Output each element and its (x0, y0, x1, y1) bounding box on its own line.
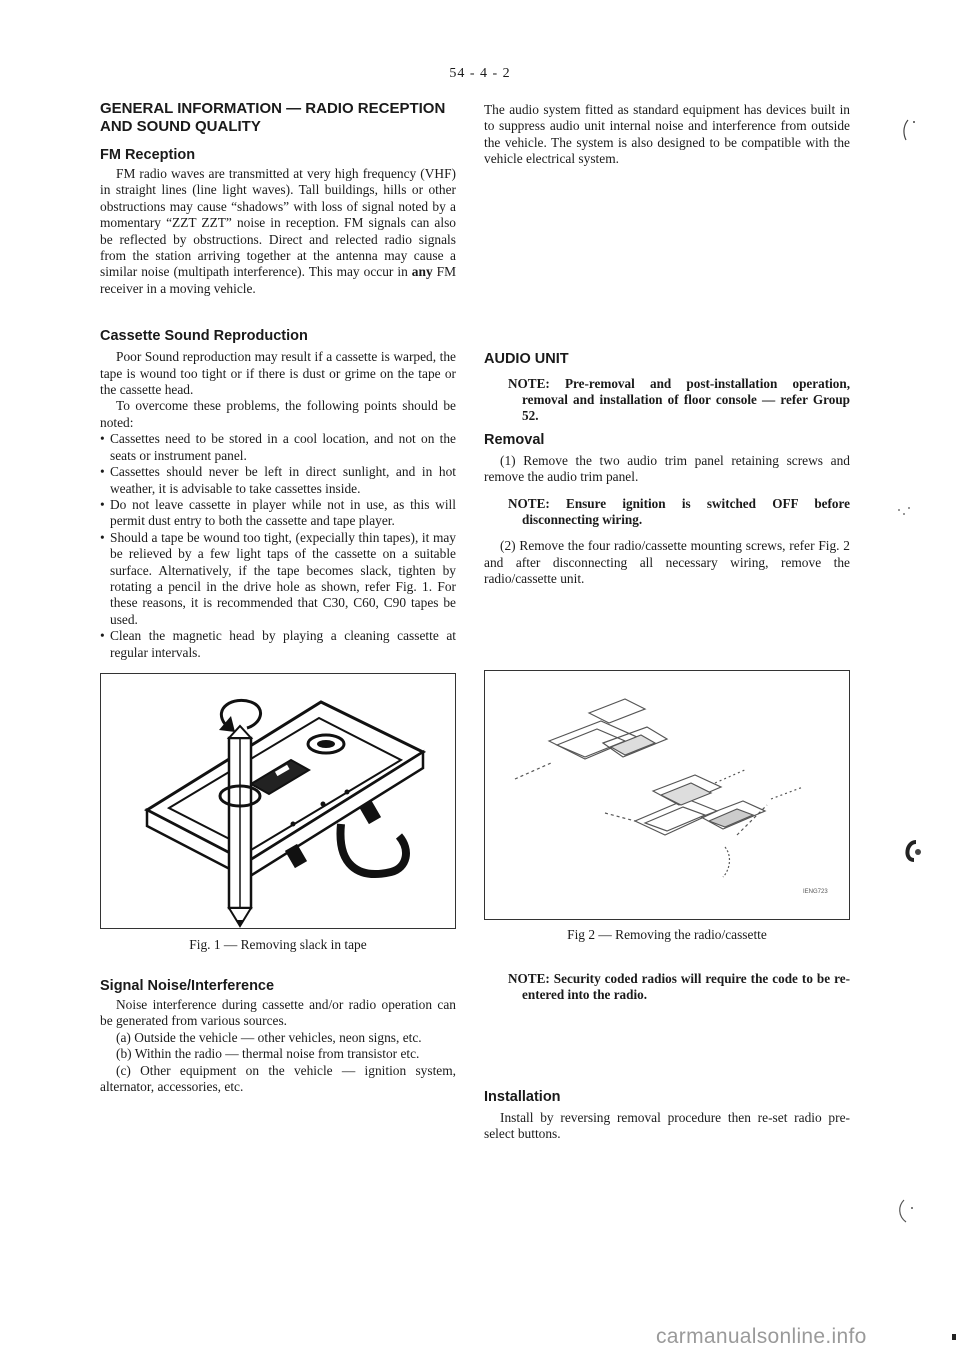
right-column (484, 100, 850, 1142)
fm-text-part1: FM radio waves are transmitted at very high frequency (VHF) in straight lines (line light waves). Tall buildings, hills or other obstructions may cause “shadows” with loss of signal noted by a momentary “ZZT ZZT” noise in reception. FM signals can also be reflected by obstructions. Direct and relected radio signals from the station arriving together at the antenna may cause a similar noise (multipath interference). This may occur in (100, 166, 456, 280)
figure-2-code: IENG723 (803, 888, 828, 895)
margin-mark-bottom (894, 1198, 918, 1224)
list-item: • Clean the magnetic head by playing a cleaning cassette at regular intervals. (100, 628, 456, 661)
section-heading-general-information: GENERAL INFORMATION — RADIO RECEPTION AND SOUND QUALITY (100, 100, 446, 135)
cassette-pencil-illustration (101, 674, 455, 928)
installation-paragraph: Install by reversing removal procedure then re-set radio pre-select buttons. (484, 1109, 850, 1141)
subheading-removal: Removal (484, 431, 545, 448)
radio-removal-illustration (485, 671, 849, 919)
site-watermark: carmanualsonline.info (656, 1325, 867, 1348)
corner-mark (952, 1334, 956, 1340)
fm-text-part2: FM receiver in a moving vehicle. (100, 264, 457, 296)
audio-system-intro: The audio system fitted as standard equipment has devices built in to suppress audio unit internal noise and interference from outside the vehicle. The system is also designed to be compatible with the vehicle electrical system. (484, 102, 850, 167)
subheading-signal-noise: Signal Noise/Interference (100, 977, 275, 994)
left-column (100, 100, 456, 1095)
margin-mark-middle (895, 502, 915, 522)
cassette-paragraph-2: To overcome these problems, the following points should be noted: (100, 398, 456, 430)
figure-2-caption: Fig 2 — Removing the radio/cassette (567, 926, 767, 942)
cassette-tips-list (100, 431, 456, 661)
list-item: • Do not leave cassette in player while not in use, as this will permit dust entry to both the cassette and tape player. (100, 497, 456, 530)
margin-mark-binding-hole (902, 840, 926, 864)
section-heading-audio-unit: AUDIO UNIT (484, 350, 569, 367)
subheading-cassette-sound: Cassette Sound Reproduction (100, 328, 308, 345)
list-item: • Cassettes should never be left in direct sunlight, and in hot weather, it is advisable to take cassettes inside. (100, 464, 456, 497)
note-ignition-off: NOTE: Ensure ignition is switched OFF before disconnecting wiring. (508, 495, 850, 528)
list-item: • Should a tape be wound too tight, (expecially thin tapes), it may be relieved by a few light taps of the cassette on a suitable surface. Alternatively, if the tape becomes slack, tighten by rotating a pencil in the drive hole as shown, refer Fig. 1. For these reasons, it is recommended that C30, C60, C90 tapes be used. (100, 530, 456, 628)
removal-step-2: (2) Remove the four radio/cassette mounting screws, refer Fig. 2 and after disconnecting all necessary wiring, remove the radio/cassette unit. (484, 538, 850, 587)
noise-item-a: (a) Outside the vehicle — other vehicles, neon signs, etc. (116, 1029, 422, 1045)
fm-reception-paragraph (100, 166, 456, 297)
cassette-paragraph-1: Poor Sound reproduction may result if a cassette is warped, the tape is wound too tight or if there is dust or grime on the tape or the cassette head. (100, 349, 456, 398)
list-item: • Cassettes need to be stored in a cool location, and not on the seats or instrument panel. (100, 431, 456, 464)
figure-2-radio-removal (484, 670, 850, 920)
page-number: 54 - 4 - 2 (449, 66, 511, 81)
noise-item-b: (b) Within the radio — thermal noise from transistor etc. (116, 1046, 420, 1062)
figure-1-cassette-pencil (100, 673, 456, 929)
noise-paragraph: Noise interference during cassette and/or radio operation can be generated from various sources. (100, 996, 456, 1029)
removal-step-1: (1) Remove the two audio trim panel retaining screws and remove the audio trim panel. (484, 452, 850, 485)
note-security-coded-radios: NOTE: Security coded radios will require the code to be re-entered into the radio. (508, 970, 850, 1003)
fm-text-emphasis: any (411, 264, 433, 280)
note-pre-removal: NOTE: Pre-removal and post-installation operation, removal and installation of floor console — refer Group 52. (508, 375, 850, 424)
figure-1-caption: Fig. 1 — Removing slack in tape (189, 936, 367, 952)
subheading-fm-reception: FM Reception (100, 147, 196, 163)
noise-item-c: (c) Other equipment on the vehicle — ignition system, alternator, accessories, etc. (100, 1062, 456, 1094)
margin-mark-top (900, 118, 920, 142)
subheading-installation: Installation (484, 1088, 561, 1105)
